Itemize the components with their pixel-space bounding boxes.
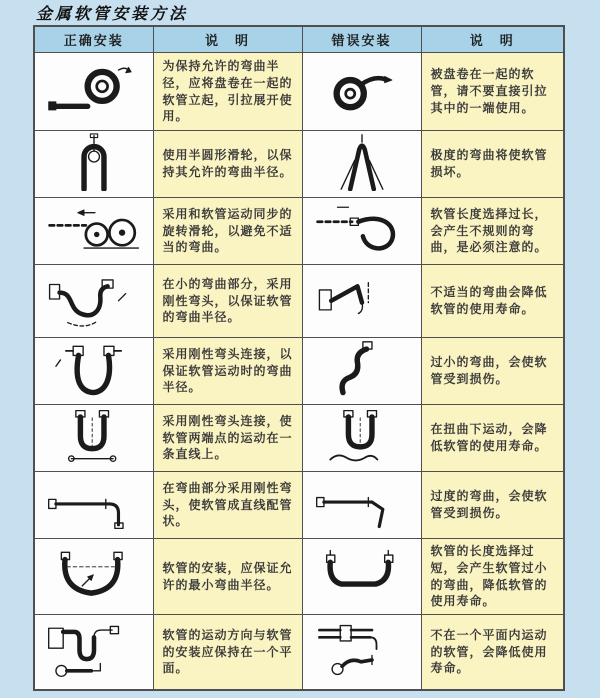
correct-installation-note: 采用和软管运动同步的旋转滑轮，以避免不适当的弯曲。	[153, 198, 302, 265]
table-row	[34, 405, 564, 472]
hose-too-small-bend-icon	[312, 340, 412, 398]
correct-installation-image-cell	[34, 405, 153, 472]
hose-minimum-bend-radius-icon	[44, 546, 144, 604]
wrong-installation-note: 被盘卷在一起的软管，请不要直接引拉其中的一端使用。	[421, 53, 564, 131]
wrong-installation-note: 不适当的弯曲会降低软管的使用寿命。	[421, 265, 564, 338]
correct-installation-note: 软管的运动方向与软管的安装应保持在一个平面。	[153, 615, 302, 690]
header-correct-description: 说 明	[153, 26, 302, 53]
correct-installation-image-cell	[34, 338, 153, 405]
hose-rigid-elbow-connection-icon	[44, 340, 144, 398]
hose-single-plane-motion-icon	[44, 621, 144, 679]
wrong-installation-image-cell	[302, 405, 421, 472]
hose-twisted-motion-icon	[312, 407, 412, 465]
wrong-installation-image-cell	[302, 539, 421, 615]
hose-out-of-plane-motion-icon	[312, 621, 412, 679]
header-wrong-installation: 错误安装	[302, 26, 421, 53]
header-row	[34, 26, 564, 53]
table-row	[34, 338, 564, 405]
hose-straight-piping-rigid-elbow-icon	[44, 474, 144, 532]
wrong-installation-note: 软管长度选择过长，会产生不规则的弯曲，是必须注意的。	[421, 198, 564, 265]
table-row	[34, 131, 564, 198]
hose-too-short-icon	[312, 546, 412, 604]
correct-installation-note: 在小的弯曲部分，采用刚性弯头，以保证软管的弯曲半径。	[153, 265, 302, 338]
hose-rigid-elbow-small-bend-icon	[44, 270, 144, 328]
hose-improper-bend-icon	[312, 270, 412, 328]
correct-installation-image-cell	[34, 131, 153, 198]
correct-installation-note: 采用刚性弯头连接，以保证软管运动时的弯曲半径。	[153, 338, 302, 405]
table-row	[34, 265, 564, 338]
hose-extreme-bend-icon	[312, 133, 412, 191]
hose-endpoints-straight-line-icon	[44, 407, 144, 465]
wrong-installation-note: 在扭曲下运动，会降低软管的使用寿命。	[421, 405, 564, 472]
table-row	[34, 615, 564, 690]
wrong-installation-note: 极度的弯曲将使软管损坏。	[421, 131, 564, 198]
correct-installation-image-cell	[34, 265, 153, 338]
table-row	[34, 198, 564, 265]
header-correct-installation: 正确安装	[34, 26, 153, 53]
table-body	[34, 53, 564, 690]
wrong-installation-image-cell	[302, 198, 421, 265]
installation-table	[33, 25, 565, 691]
wrong-installation-note: 过度的弯曲，会使软管受到损伤。	[421, 472, 564, 539]
correct-installation-image-cell	[34, 615, 153, 690]
wrong-installation-image-cell	[302, 338, 421, 405]
correct-installation-note: 使用半圆形滑轮，以保持其允许的弯曲半径。	[153, 131, 302, 198]
hose-coil-end-pull-icon	[312, 61, 412, 119]
hose-coil-upright-unroll-icon	[44, 61, 144, 119]
wrong-installation-image-cell	[302, 53, 421, 131]
page-title: 金属软管安装方法	[36, 4, 189, 23]
correct-installation-image-cell	[34, 539, 153, 615]
header-wrong-description: 说 明	[421, 26, 564, 53]
table-row	[34, 53, 564, 131]
hose-synchronous-rotating-pulley-icon	[44, 200, 144, 258]
wrong-installation-note: 软管的长度选择过短，会产生软管过小的弯曲，降低软管的使用寿命。	[421, 539, 564, 615]
table-row	[34, 539, 564, 615]
hose-overlength-irregular-bend-icon	[312, 200, 412, 258]
hose-excessive-bend-icon	[312, 474, 412, 532]
table-row	[34, 472, 564, 539]
wrong-installation-note: 不在一个平面内运动的软管，会降低使用寿命。	[421, 615, 564, 690]
correct-installation-image-cell	[34, 198, 153, 265]
correct-installation-note: 采用刚性弯头连接，使软管两端点的运动在一条直线上。	[153, 405, 302, 472]
wrong-installation-image-cell	[302, 131, 421, 198]
correct-installation-image-cell	[34, 53, 153, 131]
correct-installation-note: 为保持允许的弯曲半径，应将盘卷在一起的软管立起，引拉展开使用。	[153, 53, 302, 131]
wrong-installation-image-cell	[302, 472, 421, 539]
wrong-installation-image-cell	[302, 615, 421, 690]
wrong-installation-note: 过小的弯曲，会使软管受到损伤。	[421, 338, 564, 405]
wrong-installation-image-cell	[302, 265, 421, 338]
correct-installation-image-cell	[34, 472, 153, 539]
hose-over-semicircular-pulley-icon	[44, 133, 144, 191]
correct-installation-note: 软管的安装，应保证允许的最小弯曲半径。	[153, 539, 302, 615]
correct-installation-note: 在弯曲部分采用刚性弯头，使软管成直线配管状。	[153, 472, 302, 539]
